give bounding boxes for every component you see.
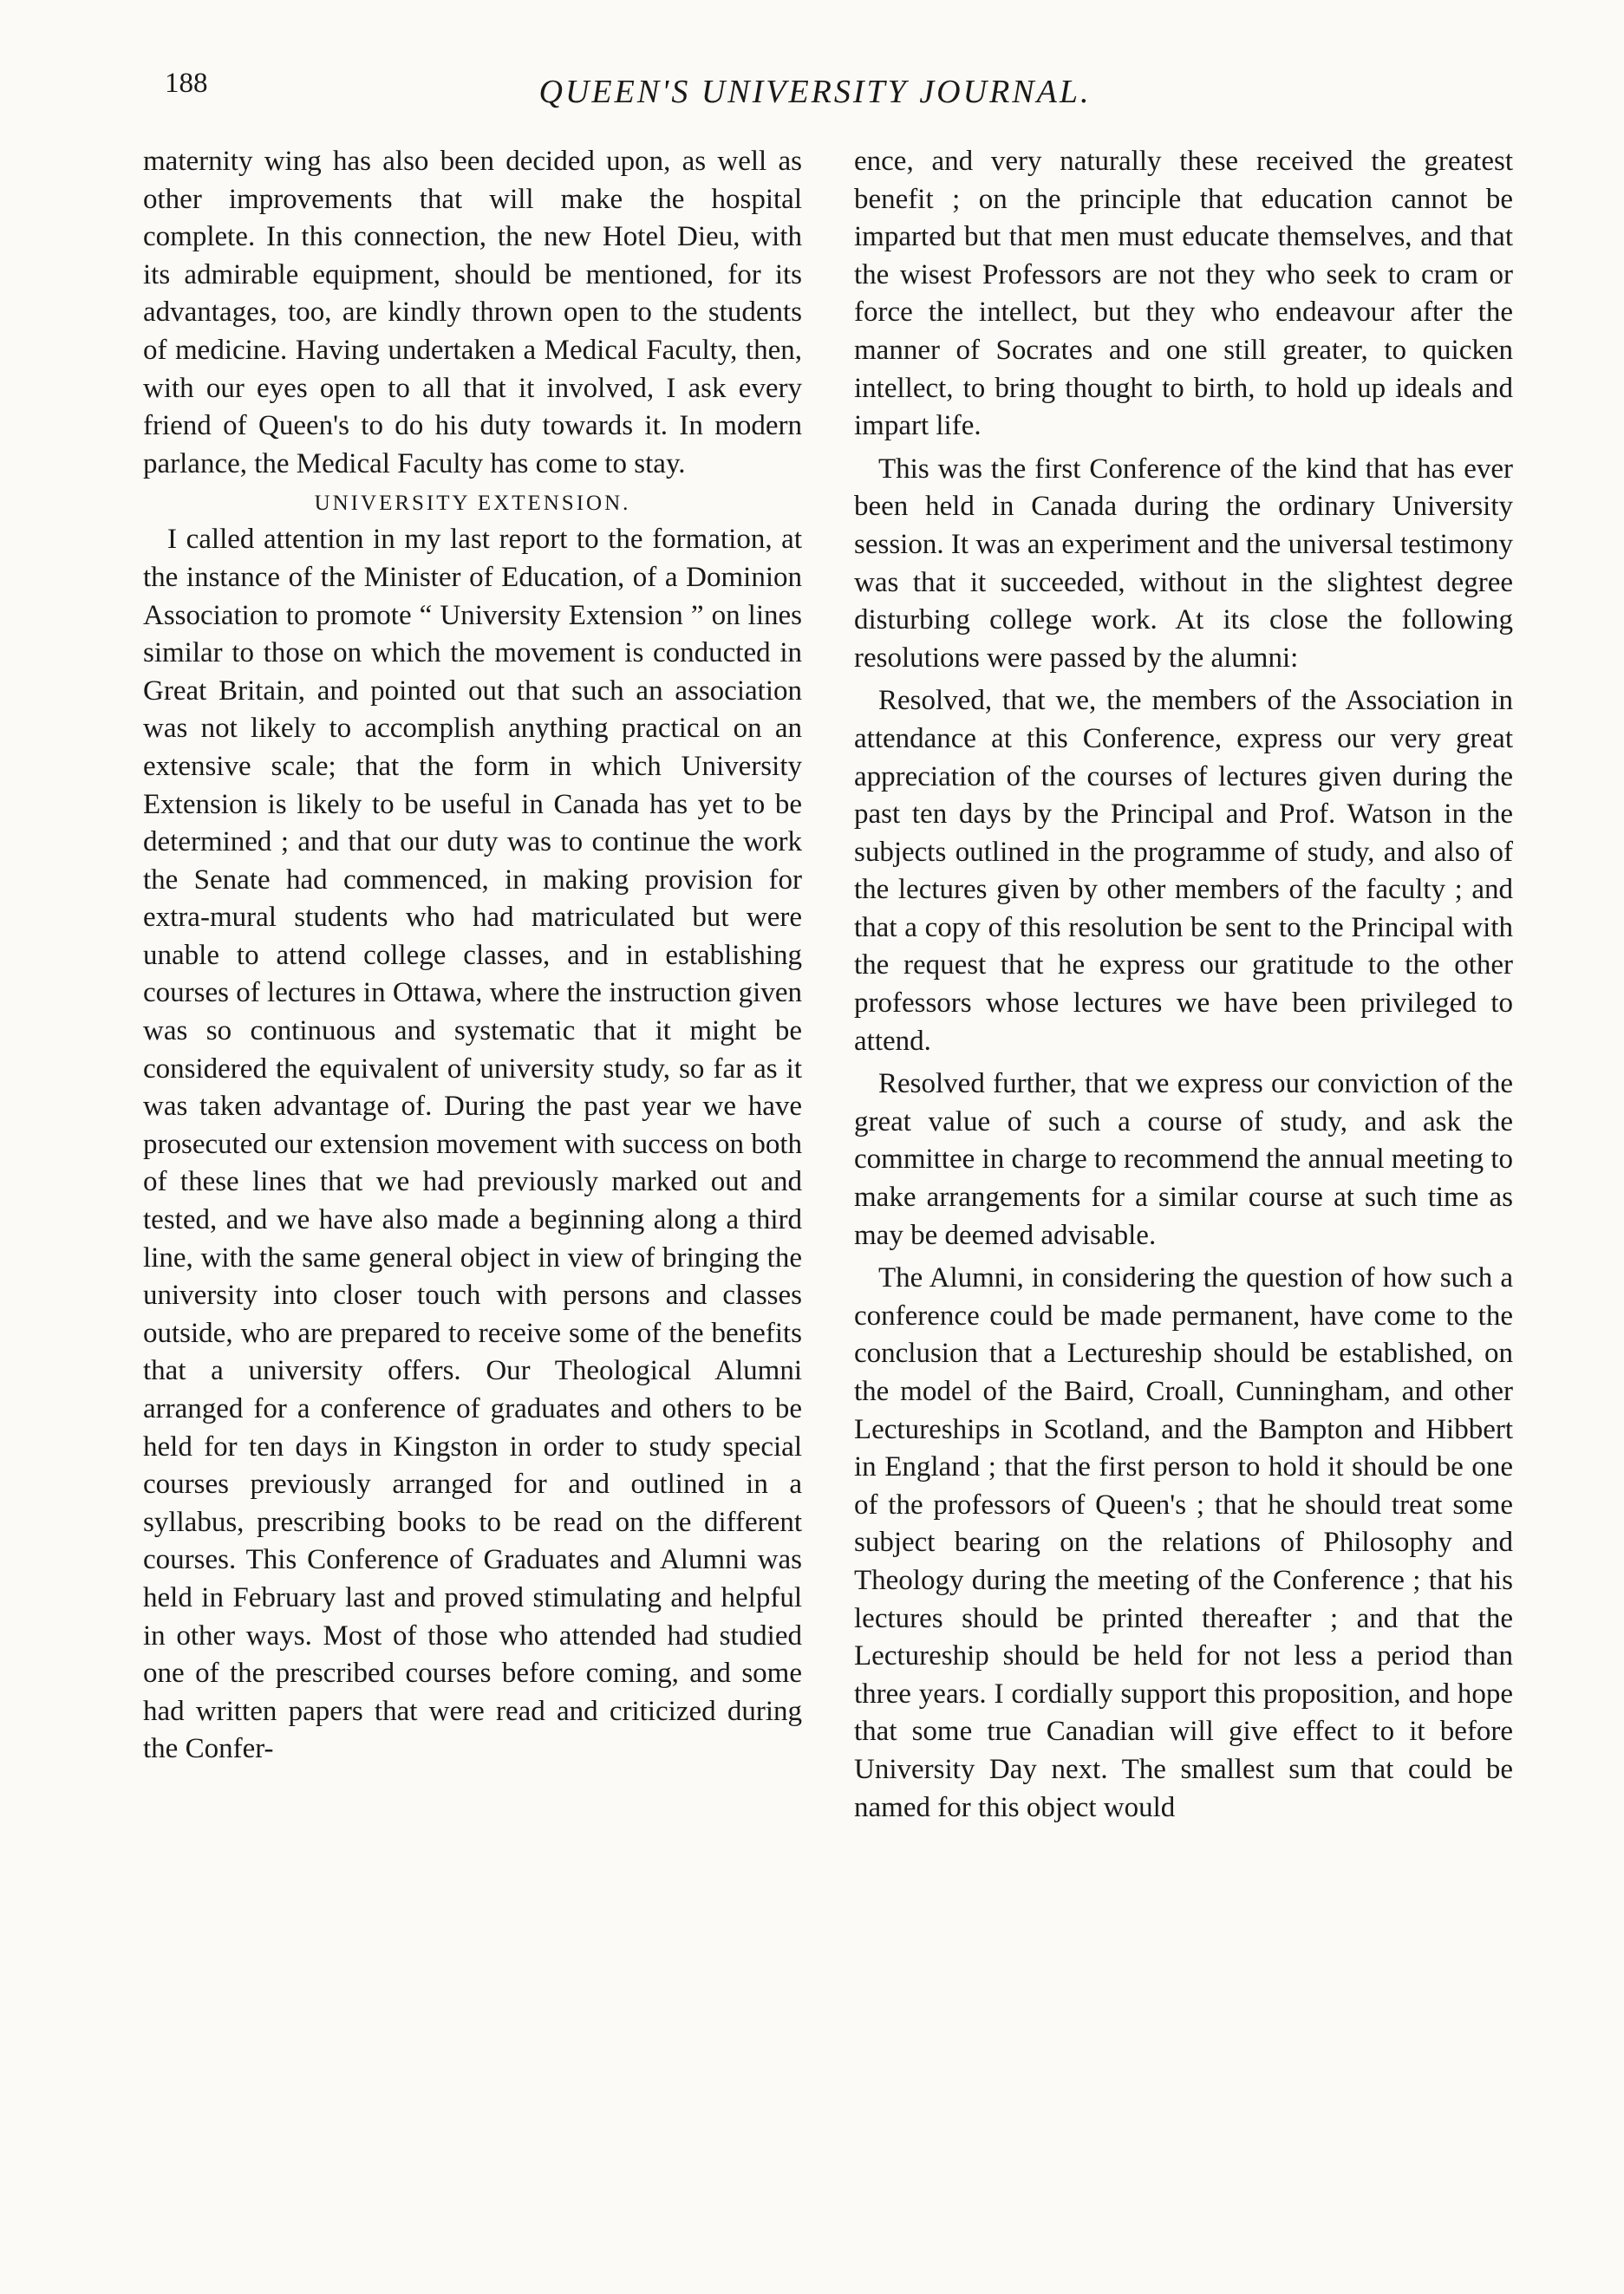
paragraph: maternity wing has also been decided upon, as well as other improvements that will make the hospital complete. In this connection, the new Hotel Dieu, with its admirable equipment, should be mentioned, for its advantages, too, are kindly thrown open to the students of medicine. Having undertaken a Medical Faculty, then, with our eyes open to all that it involved, I ask every friend of Queen's to do his duty towards it. In modern parlance, the Medical Faculty has come to stay.: [143, 146, 802, 479]
paragraph: I called attention in my last report to the formation, at the instance of the Minister of Education, of a Dominion Association to promote “ University Extension ” on lines similar to those on which the movement is conducted in Great Britain, and pointed out that such an association was not likely to accomplish anything practical on an extensive scale; that the form in which University Extension is likely to be useful in Canada has yet to be determined ; and that our duty was to continue the work the Senate had commenced, in making provision for extra-mural students who had matriculated but were unable to attend college classes, and in establishing courses of lectures in Ottawa, where the instruction given was so continuous and systematic that it might be considered the equivalent of university study, so far as it was taken advantage of. During the past year we have prosecuted our extension movement with success on both of these lines that we had previously marked out and tested, and we have also made a beginning along a third line, with the same general object in view of bringing the university into closer touch with persons and classes outside, who are prepared to receive some of the benefits that a university offers. Our Theological Alumni arranged for a conference of graduates and others to be held for ten days in Kingston in order to study special courses previously arranged for and outlined in a syllabus, prescribing books to be read on the different courses. This Conference of Graduates and Alumni was held in February last and proved stimulating and helpful in other ways. Most of those who attended had studied one of the prescribed courses before coming, and some had written papers that were read and criticized during the Confer-: [143, 524, 802, 1765]
paragraph: Resolved further, that we express our conviction of the great value of such a course of study, and ask the committee in charge to recommend the annual meeting to make arrangements for a similar course at such time as may be deemed advisable.: [854, 1068, 1513, 1251]
paragraph: The Alumni, in considering the question of how such a conference could be made permanent, have come to the conclusion that a Lectureship should be established, on the model of the Baird, Croall, Cunningham, and other Lectureships in Scotland, and the Bampton and Hibbert in England ; that the first person to hold it should be one of the professors of Queen's ; that he should treat some subject bearing on the relations of Philosophy and Theology during the meeting of the Conference ; that his lectures should be printed thereafter ; and that the Lectureship should be held for not less a period than three years. I cordially support this proposition, and hope that some true Canadian will give effect to it before University Day next. The smallest sum that could be named for this object would: [854, 1262, 1513, 1823]
paragraph: This was the first Conference of the kind that has ever been held in Canada during the ordinary University session. It was an experiment and the universal testimony was that it succeeded, without in the slightest degree disturbing college work. At its close the following resolutions were passed by the alumni:: [854, 453, 1513, 674]
page-number: 188: [165, 68, 208, 99]
journal-title: QUEEN'S UNIVERSITY JOURNAL.: [538, 74, 1092, 110]
section-heading: UNIVERSITY EXTENSION.: [314, 492, 631, 516]
text-columns: [143, 143, 1513, 2154]
paragraph: ence, and very naturally these received the greatest benefit ; on the principle that education cannot be imparted but that men must educate themselves, and that the wisest Professors are not they who seek to cram or force the intellect, but they who endeavour after the manner of Socrates and one still greater, to quicken intellect, to bring thought to birth, to hold up ideals and impart life.: [854, 146, 1513, 442]
right-column: [854, 143, 1513, 2154]
left-column: [143, 143, 802, 2154]
page-header: [147, 68, 1483, 120]
paragraph: Resolved, that we, the members of the Association in attendance at this Conference, express our very great appreciation of the courses of lectures given during the past ten days by the Principal and Prof. Watson in the subjects outlined in the programme of study, and also of the lectures given by other members of the faculty ; and that a copy of this resolution be sent to the Principal with the request that he express our gratitude to the other professors whose lectures we have been privileged to attend.: [854, 685, 1513, 1057]
